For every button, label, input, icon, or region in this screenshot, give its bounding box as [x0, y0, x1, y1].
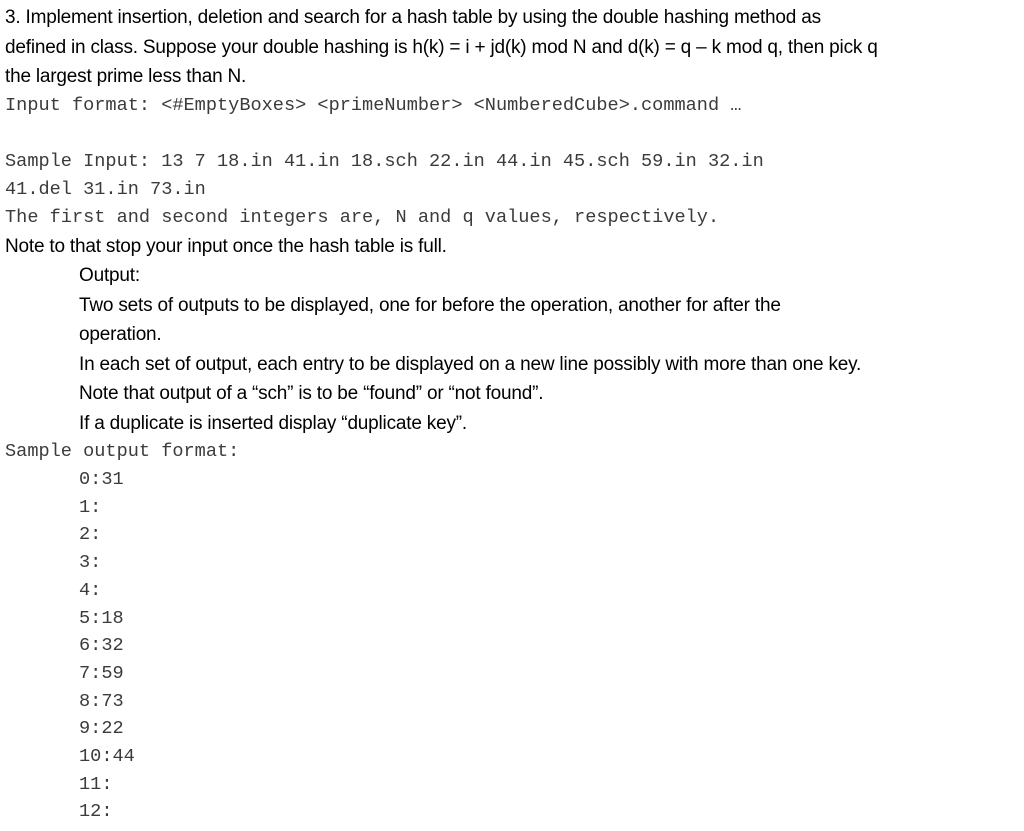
sample-output-entry: 0:31	[79, 469, 124, 490]
output-description-line-2: operation.	[79, 324, 162, 345]
output-description-line-3: In each set of output, each entry to be displayed on a new line possibly with more than one key.	[79, 353, 862, 375]
sample-output-entry: 7:59	[79, 662, 124, 684]
sample-output-heading: Sample output format:	[5, 441, 240, 462]
problem-statement-line-1: 3. Implement insertion, deletion and search for a hash table by using the double hashing method as	[5, 7, 821, 28]
sample-output-entry: 1:	[79, 496, 102, 518]
sample-input-line-1: Sample Input: 13 7 18.in 41.in 18.sch 22.in 44.in 45.sch 59.in 32.in	[5, 150, 764, 172]
sample-output-entry: 4:	[79, 579, 102, 601]
sample-output-list	[5, 466, 1015, 826]
output-description-line-5: If a duplicate is inserted display “duplicate key”.	[79, 412, 467, 434]
sample-output-entry: 12:	[79, 801, 113, 823]
input-format-line: Input format: <#EmptyBoxes> <primeNumber> <NumberedCube>.command …	[5, 94, 742, 116]
output-heading: Output:	[79, 265, 140, 286]
sample-output-entry: 5:18	[79, 607, 124, 629]
stop-note: Note to that stop your input once the hash table is full.	[5, 235, 447, 257]
problem-statement-line-3: the largest prime less than N.	[5, 66, 247, 87]
sample-output-entry: 3:	[79, 552, 102, 574]
sample-output-entry: 11:	[79, 773, 113, 795]
assignment-document	[5, 3, 1015, 826]
integers-note: The first and second integers are, N and q values, respectively.	[5, 206, 720, 228]
output-description-line-1: Two sets of outputs to be displayed, one for before the operation, another for after the	[79, 294, 781, 316]
output-description-line-4: Note that output of a “sch” is to be “found” or “not found”.	[79, 383, 544, 404]
sample-output-entry: 8:73	[79, 690, 124, 712]
blank-line	[5, 120, 1015, 148]
sample-output-entry: 10:44	[79, 746, 135, 768]
sample-input-line-2: 41.del 31.in 73.in	[5, 178, 206, 200]
sample-output-entry: 9:22	[79, 718, 124, 740]
sample-output-entry: 2:	[79, 524, 102, 546]
sample-output-entry: 6:32	[79, 635, 124, 657]
problem-statement-line-2: defined in class. Suppose your double hashing is h(k) = i + jd(k) mod N and d(k) = q – k mod q, then pick q	[5, 36, 878, 58]
